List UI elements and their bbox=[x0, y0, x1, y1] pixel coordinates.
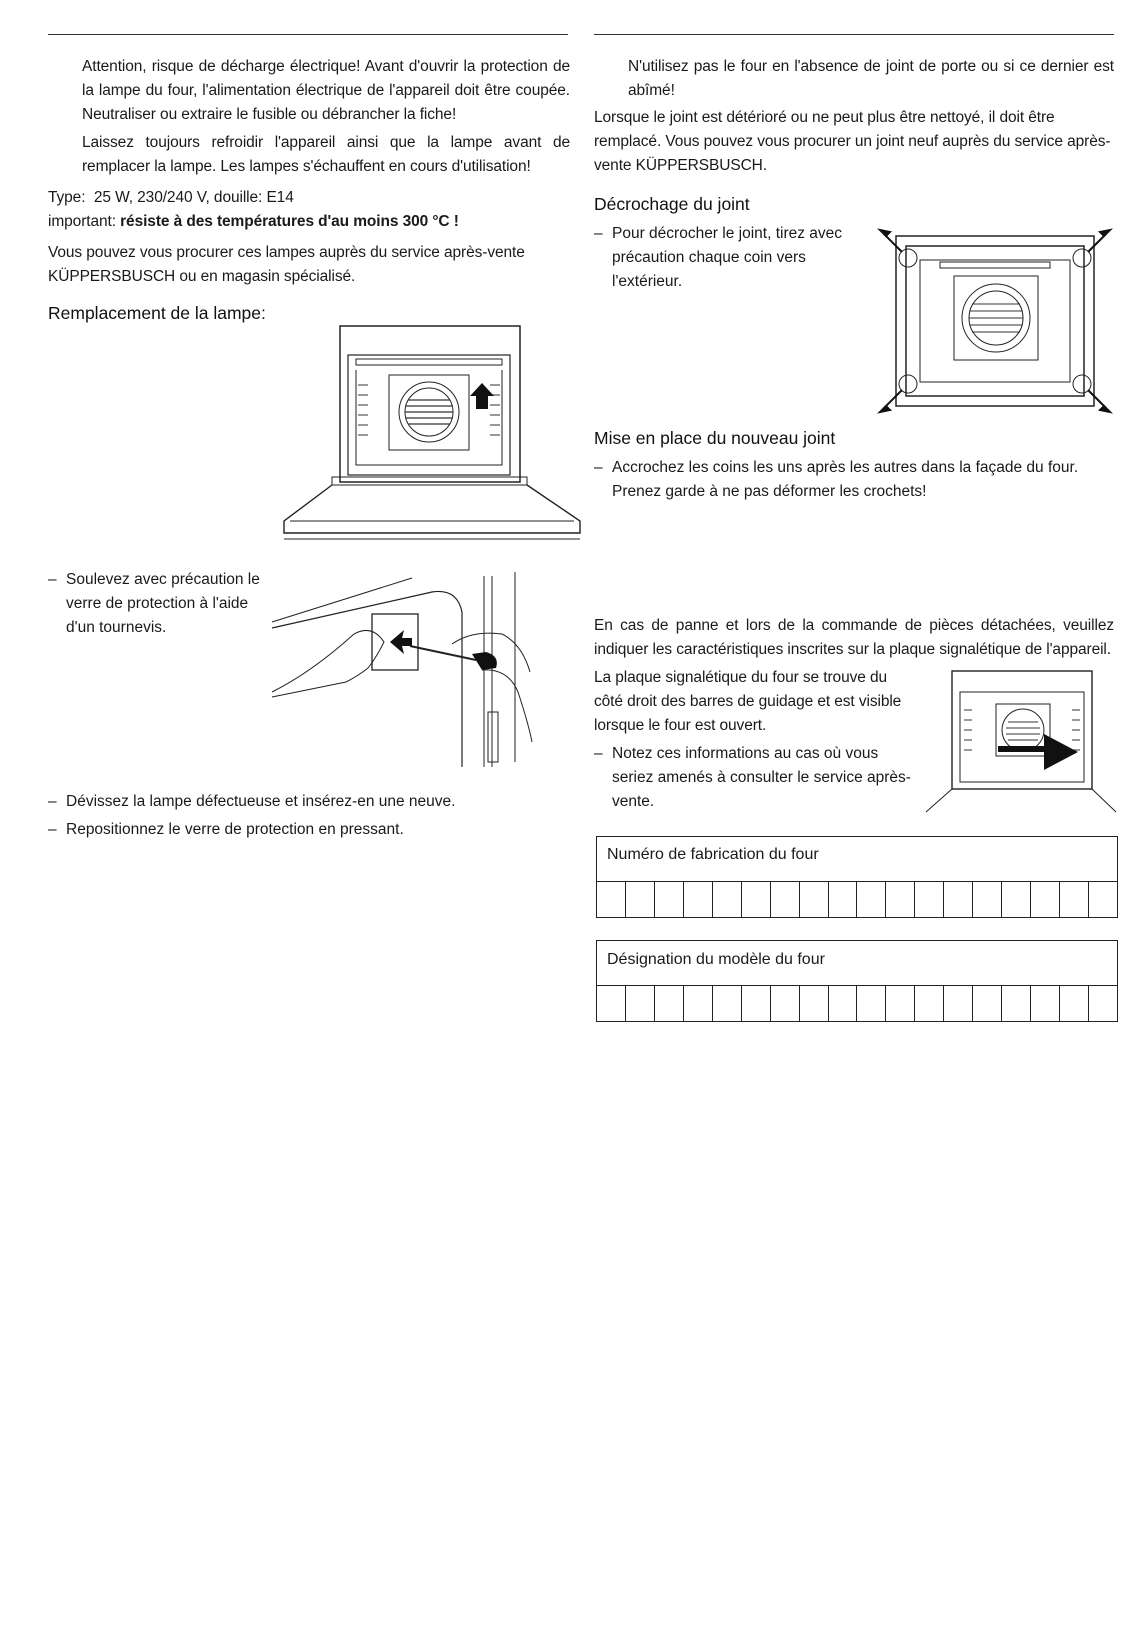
top-rule-left bbox=[48, 34, 568, 35]
oven-lamp-illustration bbox=[284, 325, 580, 551]
important-prefix: important: bbox=[48, 213, 121, 230]
model-cell[interactable] bbox=[886, 985, 915, 1022]
step-reposition-text: Repositionnez le verre de protection en pressant. bbox=[66, 821, 404, 838]
step-note-info bbox=[594, 742, 916, 814]
lamp-supplier: Vous pouvez vous procurer ces lampes auprès du service après-vente KÜPPERSBUSCH ou en magasin spécialisé. bbox=[48, 244, 525, 285]
model-cell[interactable] bbox=[771, 985, 800, 1022]
dash-bullet: – bbox=[594, 459, 603, 476]
model-cell[interactable] bbox=[713, 985, 742, 1022]
warning-electric: Attention, risque de décharge électrique! Avant d'ouvrir la protection de la lampe du four, l'alimentation électrique de l'appareil doit être coupée. Neutraliser ou extraire le fusible ou débrancher la fiche! bbox=[82, 58, 570, 123]
dash-bullet: – bbox=[48, 821, 57, 838]
model-designation-box bbox=[596, 940, 1118, 1022]
step-new-seal bbox=[594, 456, 1094, 504]
serial-cell[interactable] bbox=[1089, 881, 1118, 918]
step-note-text: Notez ces informations au cas où vous seriez amenés à consulter le service après-vente. bbox=[612, 745, 911, 810]
serial-cell[interactable] bbox=[1060, 881, 1089, 918]
step-unhook-text: Pour décrocher le joint, tirez avec précaution chaque coin vers l'extérieur. bbox=[612, 225, 843, 290]
dash-bullet: – bbox=[48, 571, 57, 588]
model-cell[interactable] bbox=[944, 985, 973, 1022]
model-cell[interactable] bbox=[829, 985, 858, 1022]
model-designation-cells bbox=[596, 985, 1118, 1022]
serial-number-box bbox=[596, 836, 1118, 918]
model-cell[interactable] bbox=[973, 985, 1002, 1022]
serial-cell[interactable] bbox=[829, 881, 858, 918]
step-reposition-glass bbox=[48, 818, 568, 842]
top-rule-right bbox=[594, 34, 1114, 35]
important-bold-text: résiste à des températures d'au moins 300 °C ! bbox=[120, 213, 459, 230]
model-cell[interactable] bbox=[684, 985, 713, 1022]
serial-cell[interactable] bbox=[684, 881, 713, 918]
breakdown-info: En cas de panne et lors de la commande de pièces détachées, veuillez indiquer les caractéristiques inscrites sur la plaque signalétique de l'appareil. bbox=[594, 617, 1114, 658]
model-cell[interactable] bbox=[800, 985, 829, 1022]
heading-unhook-seal: Décrochage du joint bbox=[594, 194, 750, 214]
lamp-type: Type: 25 W, 230/240 V, douille: E14 bbox=[48, 189, 294, 206]
seal-replace-info: Lorsque le joint est détérioré ou ne peut plus être nettoyé, il doit être remplacé. Vous pouvez vous procurer un joint neuf auprès du service après-vente KÜPPERSBUSCH. bbox=[594, 109, 1111, 174]
model-cell[interactable] bbox=[1031, 985, 1060, 1022]
serial-cell[interactable] bbox=[973, 881, 1002, 918]
serial-cell[interactable] bbox=[771, 881, 800, 918]
serial-cell[interactable] bbox=[944, 881, 973, 918]
model-designation-label: Désignation du modèle du four bbox=[607, 951, 825, 968]
seal-removal-illustration bbox=[880, 226, 1120, 421]
step-unscrew-lamp bbox=[48, 790, 568, 814]
model-cell[interactable] bbox=[1060, 985, 1089, 1022]
dash-bullet: – bbox=[594, 745, 603, 762]
model-cell[interactable] bbox=[857, 985, 886, 1022]
model-cell[interactable] bbox=[1089, 985, 1118, 1022]
serial-cell[interactable] bbox=[1002, 881, 1031, 918]
serial-cell[interactable] bbox=[655, 881, 684, 918]
model-cell[interactable] bbox=[915, 985, 944, 1022]
model-cell[interactable] bbox=[626, 985, 655, 1022]
rating-plate-illustration bbox=[926, 670, 1116, 810]
step-lift-glass bbox=[48, 568, 278, 640]
serial-cell[interactable] bbox=[596, 881, 626, 918]
serial-cell[interactable] bbox=[713, 881, 742, 918]
rating-plate-location: La plaque signalétique du four se trouve du côté droit des barres de guidage et est visible lorsque le four est ouvert. bbox=[594, 669, 902, 734]
heading-lamp-replacement: Remplacement de la lampe: bbox=[48, 303, 266, 323]
serial-number-cells bbox=[596, 881, 1118, 918]
serial-cell[interactable] bbox=[857, 881, 886, 918]
serial-cell[interactable] bbox=[742, 881, 771, 918]
seal-warning: N'utilisez pas le four en l'absence de joint de porte ou si ce dernier est abîmé! bbox=[628, 58, 1114, 99]
step-new-seal-text: Accrochez les coins les uns après les autres dans la façade du four. Prenez garde à ne pas déformer les crochets! bbox=[612, 459, 1079, 500]
serial-cell[interactable] bbox=[1031, 881, 1060, 918]
model-cell[interactable] bbox=[742, 985, 771, 1022]
screwdriver-illustration bbox=[272, 572, 572, 767]
warning-cool-down: Laissez toujours refroidir l'appareil ainsi que la lampe avant de remplacer la lampe. Les lampes s'échauffent en cours d'utilisation! bbox=[82, 134, 570, 175]
model-cell[interactable] bbox=[1002, 985, 1031, 1022]
step-lift-glass-text: Soulevez avec précaution le verre de protection à l'aide d'un tournevis. bbox=[66, 571, 260, 636]
serial-cell[interactable] bbox=[886, 881, 915, 918]
lamp-important bbox=[48, 210, 568, 234]
step-unhook-seal bbox=[594, 222, 844, 294]
dash-bullet: – bbox=[594, 225, 603, 242]
serial-cell[interactable] bbox=[626, 881, 655, 918]
model-cell[interactable] bbox=[655, 985, 684, 1022]
dash-bullet: – bbox=[48, 793, 57, 810]
heading-new-seal: Mise en place du nouveau joint bbox=[594, 428, 836, 448]
step-unscrew-text: Dévissez la lampe défectueuse et insérez-en une neuve. bbox=[66, 793, 456, 810]
serial-number-label: Numéro de fabrication du four bbox=[607, 846, 819, 863]
serial-cell[interactable] bbox=[800, 881, 829, 918]
model-cell[interactable] bbox=[596, 985, 626, 1022]
serial-cell[interactable] bbox=[915, 881, 944, 918]
